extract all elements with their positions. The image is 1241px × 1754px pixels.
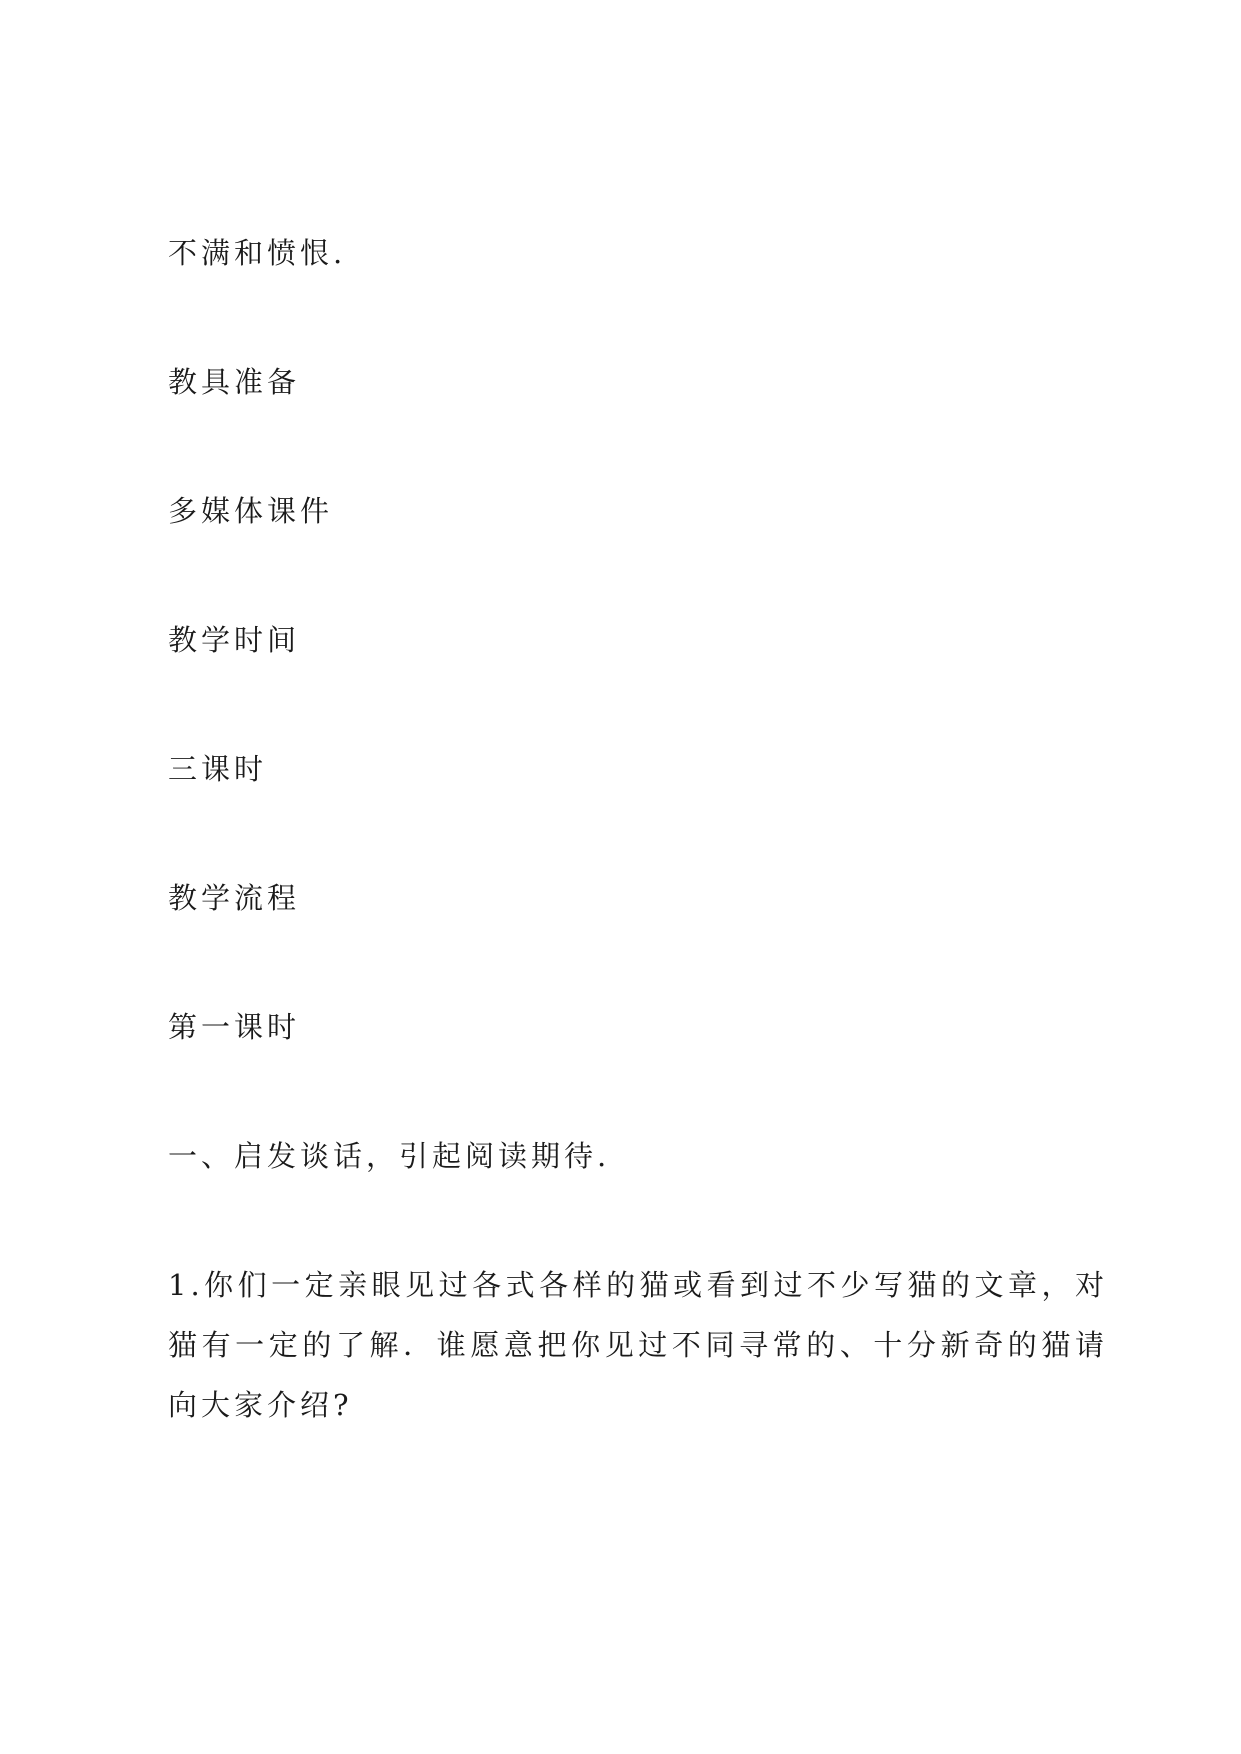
text-line-multimedia: 多媒体课件 [168, 494, 334, 528]
text-line-1: 不满和愤恨. [168, 236, 347, 270]
heading-first-period: 第一课时 [168, 1010, 301, 1044]
heading-teaching-time: 教学时间 [168, 623, 301, 657]
section-heading-1: 一、启发谈话，引起阅读期待. [168, 1139, 611, 1173]
heading-teaching-process: 教学流程 [168, 881, 301, 915]
text-line-three-periods: 三课时 [168, 752, 268, 786]
body-paragraph: 1.你们一定亲眼见过各式各样的猫或看到过不少写猫的文章，对猫有一定的了解．谁愿意把你见过不同寻常的、十分新奇的猫请向大家介绍? [168, 1268, 1108, 1422]
heading-teaching-aids: 教具准备 [168, 365, 301, 399]
